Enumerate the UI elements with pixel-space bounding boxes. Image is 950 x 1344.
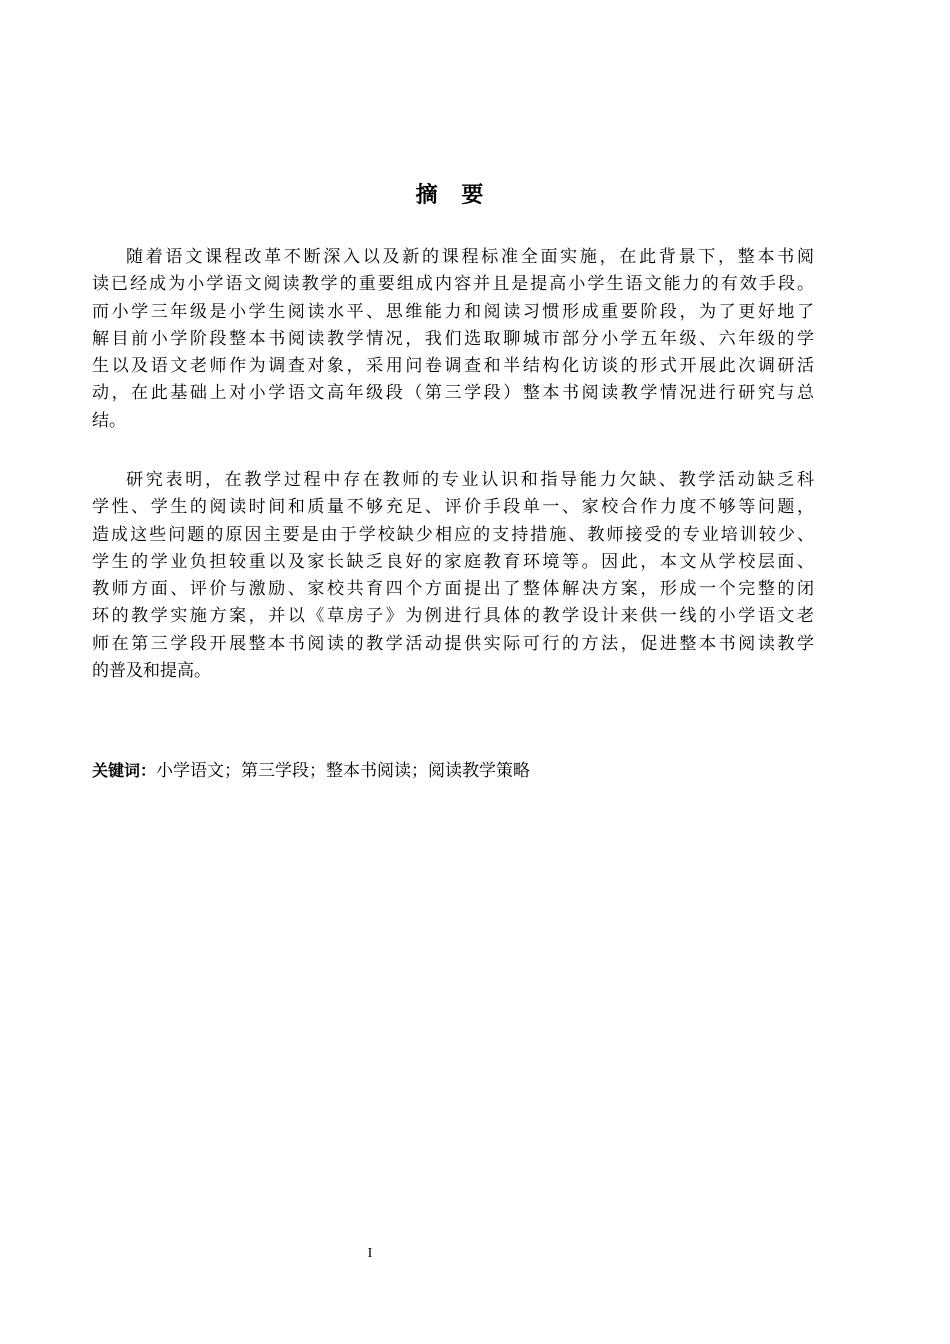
text-line: 结。 bbox=[92, 410, 126, 431]
text-line: 生以及语文老师作为调查对象，采用问卷调查和半结构化访谈的形式开展此次调研活 bbox=[92, 356, 814, 377]
abstract-paragraph-1 bbox=[92, 244, 814, 435]
page-number: I bbox=[367, 1246, 373, 1261]
text-line: 读已经成为小学语文阅读教学的重要组成内容并且是提高小学生语文能力的有效手段。 bbox=[92, 274, 814, 295]
text-line: 教师方面、评价与激励、家校共育四个方面提出了整体解决方案，形成一个完整的闭 bbox=[92, 579, 814, 600]
page-title: 摘 要 bbox=[415, 183, 492, 208]
keywords bbox=[92, 757, 530, 785]
text-line: 学生的学业负担较重以及家长缺乏良好的家庭教育环境等。因此，本文从学校层面、 bbox=[92, 551, 814, 572]
text-line: 环的教学实施方案，并以《草房子》为例进行具体的教学设计来供一线的小学语文老 bbox=[92, 606, 814, 627]
text-line: 师在第三学段开展整本书阅读的教学活动提供实际可行的方法，促进整本书阅读教学 bbox=[92, 633, 814, 654]
text-line: 学性、学生的阅读时间和质量不够充足、评价手段单一、家校合作力度不够等问题， bbox=[92, 497, 814, 518]
keywords-text: 小学语文；第三学段；整本书阅读；阅读教学策略 bbox=[156, 761, 531, 781]
abstract-paragraph-2 bbox=[92, 467, 814, 685]
keywords-label: 关键词： bbox=[92, 761, 157, 780]
text-line: 随着语文课程改革不断深入以及新的课程标准全面实施，在此背景下，整本书阅 bbox=[126, 247, 814, 267]
text-line: 研究表明，在教学过程中存在教师的专业认识和指导能力欠缺、教学活动缺乏科 bbox=[126, 470, 814, 490]
text-line: 造成这些问题的原因主要是由于学校缺少相应的支持措施、教师接受的专业培训较少、 bbox=[92, 524, 814, 545]
text-line: 的普及和提高。 bbox=[92, 661, 211, 682]
text-line: 解目前小学阶段整本书阅读教学情况，我们选取聊城市部分小学五年级、六年级的学 bbox=[92, 328, 814, 349]
text-line: 动，在此基础上对小学语文高年级段（第三学段）整本书阅读教学情况进行研究与总 bbox=[92, 383, 814, 404]
text-line: 而小学三年级是小学生阅读水平、思维能力和阅读习惯形成重要阶段，为了更好地了 bbox=[92, 301, 814, 322]
